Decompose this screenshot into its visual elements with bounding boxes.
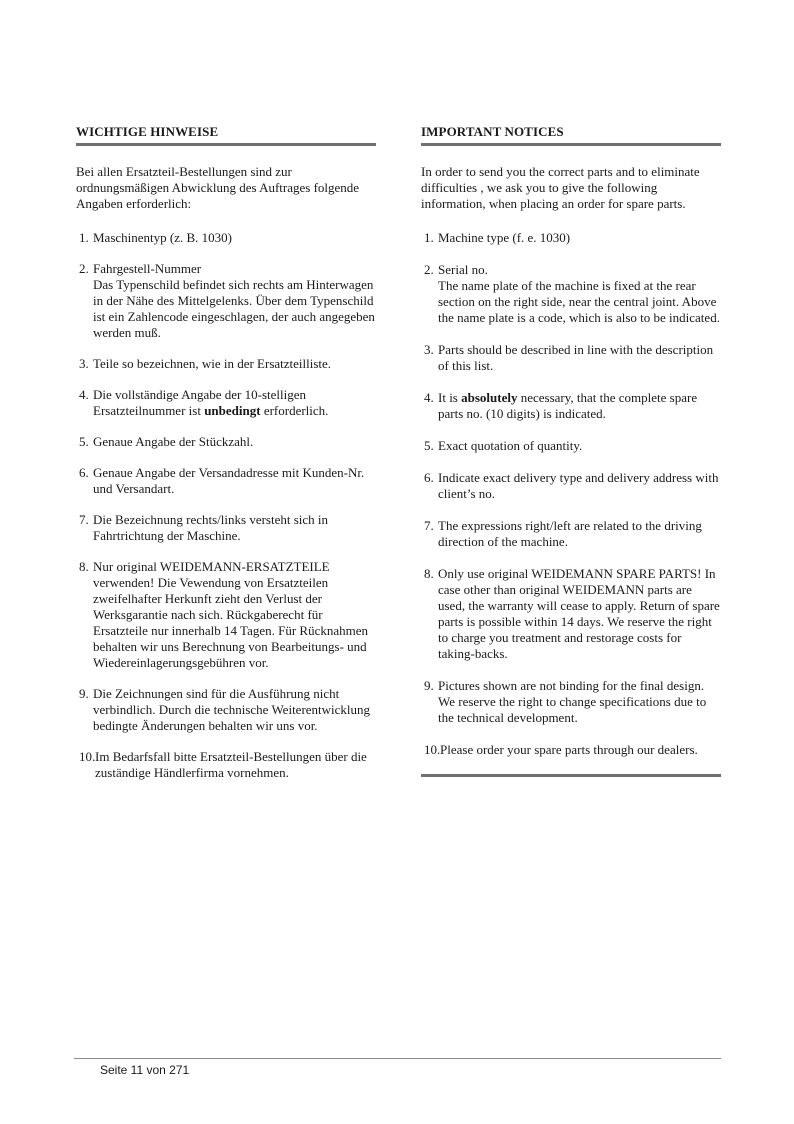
german-item-8 (76, 559, 376, 671)
english-item-8 (421, 566, 721, 662)
item-number: 3. (424, 342, 434, 357)
german-item-1 (76, 230, 376, 246)
item-number: 10. (424, 742, 441, 757)
item-number: 3. (79, 356, 89, 371)
english-heading: IMPORTANT NOTICES (421, 124, 721, 146)
item-number: 6. (424, 470, 434, 485)
german-item-10 (76, 749, 376, 781)
item-text: Pictures shown are not binding for the final design. We reserve the right to change specifications due to the technical development. (438, 678, 707, 725)
item-text: Nur original WEIDEMANN-ERSATZTEILE verwenden! Die Vewendung von Ersatzteilen zweifelhafter Herkunft zieht den Verlust der Werksgarantie nach sich. Rückgaberecht für Ersatzteile nur innerhalb 14 Tagen. Für Rücknahmen behalten wir uns Berechnung von Bearbeitungs- und Wiedereinlagerungsgebühren vor. (93, 559, 369, 670)
german-column (76, 124, 376, 781)
english-item-10 (421, 742, 721, 758)
english-item-2 (421, 262, 721, 326)
item-text: Genaue Angabe der Stückzahl. (93, 434, 254, 449)
german-intro: Bei allen Ersatzteil-Bestellungen sind zur ordnungsmäßigen Abwicklung des Auftrages folgende Angaben erforderlich: (76, 164, 360, 211)
item-text: The expressions right/left are related to the driving direction of the machine. (438, 518, 702, 549)
item-text: Genaue Angabe der Versandadresse mit Kunden-Nr. und Versandart. (93, 465, 365, 496)
item-text: Only use original WEIDEMANN SPARE PARTS! In case other than original WEIDEMANN parts are used, the warranty will cease to apply. Return of spare parts is possible within 14 days. We reserve the right to charge you treatment and restorage costs for taking-backs. (438, 566, 720, 661)
item-text-after: erforderlich. (260, 403, 329, 418)
item-number: 2. (424, 262, 434, 277)
item-number: 9. (424, 678, 434, 693)
item-text: Serial no. The name plate of the machine is fixed at the rear section on the right side, near the central joint. Above the name plate is a code, which is also to be indicated. (438, 262, 720, 325)
german-item-7 (76, 512, 376, 544)
item-text: Teile so bezeichnen, wie in der Ersatzteilliste. (93, 356, 332, 371)
item-text: Die Bezeichnung rechts/links versteht sich in Fahrtrichtung der Maschine. (93, 512, 329, 543)
item-text: Maschinentyp (z. B. 1030) (93, 230, 233, 245)
item-number: 9. (79, 686, 89, 701)
item-text-after: necessary, that the complete spare parts no. (10 digits) is indicated. (438, 390, 698, 421)
item-text-emphasis: absolutely (461, 390, 518, 405)
item-number: 10. (79, 749, 96, 764)
item-number: 5. (79, 434, 89, 449)
english-item-1 (421, 230, 721, 246)
german-item-6 (76, 465, 376, 497)
item-number: 4. (424, 390, 434, 405)
item-number: 1. (424, 230, 434, 245)
item-number: 4. (79, 387, 89, 402)
page-number: Seite 11 von 271 (100, 1063, 190, 1077)
english-end-divider (421, 774, 721, 777)
german-item-4 (76, 387, 376, 419)
item-text: Machine type (f. e. 1030) (438, 230, 571, 245)
english-item-3 (421, 342, 721, 374)
item-text: Please order your spare parts through our dealers. (440, 742, 698, 757)
german-item-9 (76, 686, 376, 734)
english-column (421, 124, 721, 777)
german-heading: WICHTIGE HINWEISE (76, 124, 376, 146)
item-text-before: Die vollständige Angabe der 10-stelligen Ersatzteilnummer ist (93, 387, 307, 418)
item-text: Indicate exact delivery type and delivery address with client’s no. (438, 470, 719, 501)
item-text: Im Bedarfsfall bitte Ersatzteil-Bestellungen über die zuständige Händlerfirma vornehmen. (95, 749, 367, 780)
item-text: Parts should be described in line with the description of this list. (438, 342, 714, 373)
german-item-2 (76, 261, 376, 341)
english-item-7 (421, 518, 721, 550)
item-number: 8. (424, 566, 434, 581)
english-item-6 (421, 470, 721, 502)
item-text: Exact quotation of quantity. (438, 438, 583, 453)
item-text: Die Zeichnungen sind für die Ausführung nicht verbindlich. Durch die technische Weiterentwicklung bedingte Änderungen behalten wir uns vor. (93, 686, 371, 733)
item-number: 7. (79, 512, 89, 527)
item-text-emphasis: unbedingt (204, 403, 261, 418)
english-intro: In order to send you the correct parts and to eliminate difficulties , we ask you to give the following information, when placing an order for spare parts. (421, 164, 700, 211)
german-item-5 (76, 434, 376, 450)
item-number: 5. (424, 438, 434, 453)
footer-divider (74, 1058, 721, 1059)
item-number: 8. (79, 559, 89, 574)
item-number: 2. (79, 261, 89, 276)
item-text-before: It is (438, 390, 462, 405)
english-item-4 (421, 390, 721, 422)
english-item-9 (421, 678, 721, 726)
item-number: 1. (79, 230, 89, 245)
item-number: 7. (424, 518, 434, 533)
item-number: 6. (79, 465, 89, 480)
item-text: Fahrgestell-Nummer Das Typenschild befindet sich rechts am Hinterwagen in der Nähe des Mittelgelenks. Über dem Typenschild ist ein Zahlencode eingeschlagen, der auch angegeben werden muß. (93, 261, 375, 340)
english-item-5 (421, 438, 721, 454)
german-item-3 (76, 356, 376, 372)
